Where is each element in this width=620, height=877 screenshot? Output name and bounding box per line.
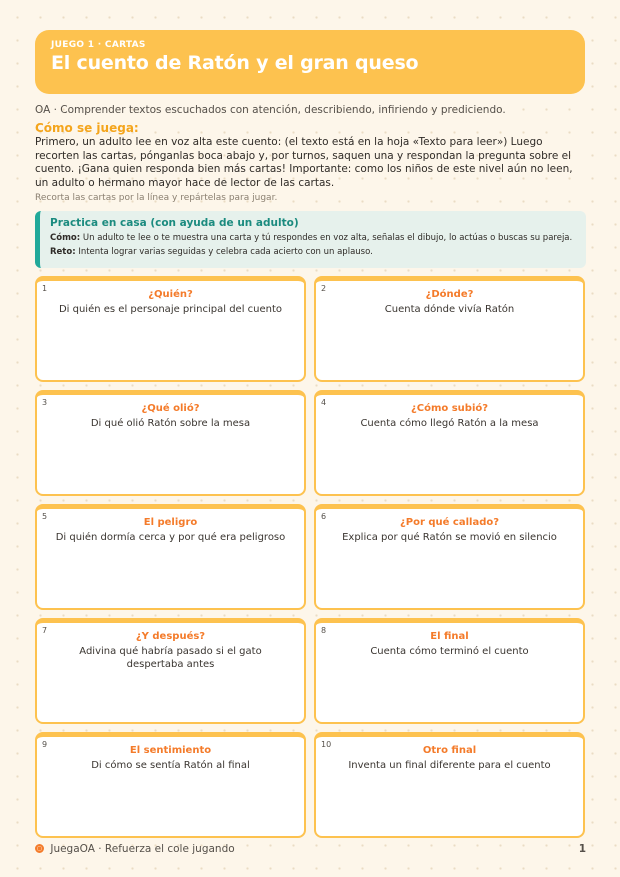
card-title: ¿Qué olió? xyxy=(141,403,200,414)
practice-box xyxy=(35,211,586,268)
practice-como-text: Un adulto te lee o te muestra una carta y tú respondes en voz alta, señalas el dibujo, lo actúas o buscas su pareja. xyxy=(82,233,573,243)
game-kicker: JUEGO 1 · CARTAS xyxy=(51,40,146,50)
card-question: Cuenta cómo terminó el cuento xyxy=(370,646,529,657)
card-question: Cuenta dónde vivía Ratón xyxy=(384,304,515,315)
card-question: Inventa un final diferente para el cuento xyxy=(348,760,551,771)
card-question: Adivina qué habría pasado si el gato despertaba antes xyxy=(79,646,262,670)
card-8 xyxy=(314,618,585,724)
card-title: ¿Cómo subió? xyxy=(410,403,489,414)
card-5 xyxy=(35,504,306,610)
how-to-play-heading: Cómo se juega: xyxy=(35,121,139,135)
learning-objective: OA · Comprender textos escuchados con atención, describiendo, infiriendo y prediciendo. xyxy=(35,104,506,116)
cut-note: Recorta las cartas por la línea y repártelas para jugar. xyxy=(35,193,278,203)
game-header xyxy=(35,30,585,94)
card-2 xyxy=(314,276,585,382)
card-number: 3 xyxy=(42,398,48,407)
card-number: 8 xyxy=(321,626,327,635)
practice-reto-text: Intenta lograr varias seguidas y celebra cada acierto con un aplauso. xyxy=(78,247,373,257)
card-number: 1 xyxy=(42,284,48,293)
card-title: El sentimiento xyxy=(129,745,212,756)
card-title: El final xyxy=(430,631,469,642)
page-number: 1 xyxy=(578,843,586,855)
practice-reto xyxy=(50,247,576,257)
card-question: Di quién dormía cerca y por qué era peligroso xyxy=(55,532,286,543)
card-6 xyxy=(314,504,585,610)
card-question: Explica por qué Ratón se movió en silencio xyxy=(342,532,557,543)
card-9 xyxy=(35,732,306,838)
card-1 xyxy=(35,276,306,382)
card-3 xyxy=(35,390,306,496)
card-7 xyxy=(35,618,306,724)
practice-como xyxy=(50,233,576,243)
card-question: Cuenta cómo llegó Ratón a la mesa xyxy=(360,418,539,429)
how-to-play-text: Primero, un adulto lee en voz alta este cuento: (el texto está en la hoja «Texto para leer») Luego recorten las cartas, pónganlas boca abajo y, por turnos, saquen una y respondan la pregunta sobre el cuento. ¡Gana quien responda bien más cartas! Importante: como los niños de este nivel aún no leen, un adulto o hermano mayor hace de lector de las cartas. xyxy=(35,136,573,189)
page-footer xyxy=(35,843,586,855)
card-question: Di cómo se sentía Ratón al final xyxy=(91,760,250,771)
practice-como-label: Cómo: xyxy=(50,233,81,243)
card-question: Di quién es el personaje principal del cuento xyxy=(58,304,283,315)
card-number: 10 xyxy=(321,740,332,749)
card-title: El peligro xyxy=(143,517,198,528)
practice-reto-label: Reto: xyxy=(50,247,76,257)
game-title: El cuento de Ratón y el gran queso xyxy=(51,52,419,74)
card-number: 5 xyxy=(42,512,48,521)
brand-logo-icon xyxy=(35,844,44,853)
card-title: ¿Dónde? xyxy=(425,289,474,300)
card-number: 4 xyxy=(321,398,327,407)
card-number: 7 xyxy=(42,626,48,635)
card-number: 2 xyxy=(321,284,327,293)
practice-heading: Practica en casa (con ayuda de un adulto) xyxy=(50,217,299,229)
card-title: ¿Y después? xyxy=(135,631,206,642)
card-title: Otro final xyxy=(422,745,477,756)
card-number: 9 xyxy=(42,740,48,749)
card-4 xyxy=(314,390,585,496)
card-10 xyxy=(314,732,585,838)
card-title: ¿Por qué callado? xyxy=(399,517,500,528)
card-question: Di qué olió Ratón sobre la mesa xyxy=(90,418,251,429)
card-number: 6 xyxy=(321,512,327,521)
card-title: ¿Quién? xyxy=(148,289,193,300)
footer-brand: JuegaOA · Refuerza el cole jugando xyxy=(50,843,235,855)
